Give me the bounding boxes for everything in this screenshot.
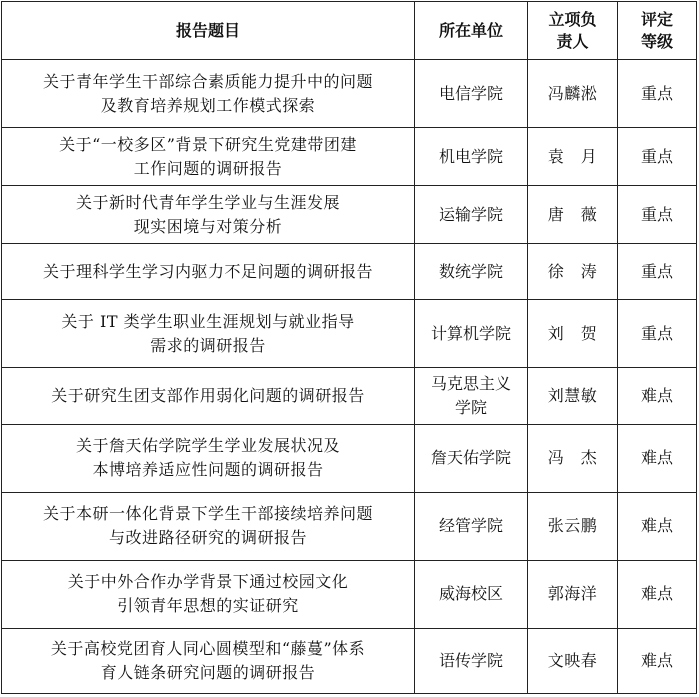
- cell-topic: [2, 186, 415, 244]
- table-row: [2, 424, 697, 492]
- topic-line: 本博培养适应性问题的调研报告: [92, 460, 324, 480]
- topic-line: 育人链条研究问题的调研报告: [100, 662, 316, 682]
- topic-line: 引领青年思想的实证研究: [117, 596, 299, 616]
- table-row: [2, 492, 697, 560]
- table-row: [2, 368, 697, 424]
- topic-line: 关于研究生团支部作用弱化问题的调研报告: [51, 385, 365, 405]
- topic-line: 关于高校党团育人同心圆模型和“藤蔓”体系: [50, 638, 366, 658]
- cell-leader: 刘 贺: [528, 300, 618, 368]
- topic-line: 关于本研一体化背景下学生干部接续培养问题: [42, 504, 373, 524]
- cell-topic: [2, 60, 415, 128]
- cell-unit: [415, 128, 528, 186]
- table-row: [2, 186, 697, 244]
- table-row: [2, 60, 697, 128]
- cell-unit: [415, 424, 528, 492]
- cell-level: [618, 128, 697, 186]
- table-row: [2, 128, 697, 186]
- unit-line: 数统学院: [438, 261, 503, 281]
- table-row: [2, 244, 697, 300]
- level-badge: 重点: [640, 146, 673, 166]
- level-badge: 重点: [640, 323, 673, 343]
- topic-line: 关于 IT 类学生职业生涯规划与就业指导: [61, 311, 355, 331]
- cell-topic: [2, 628, 415, 693]
- cell-unit: [415, 628, 528, 693]
- topic-line: 工作问题的调研报告: [133, 158, 283, 178]
- unit-line: 学院: [454, 397, 487, 417]
- header-unit: 所在单位: [415, 2, 528, 60]
- table-row: [2, 628, 697, 693]
- topic-line: 关于詹天佑学院学生学业发展状况及: [75, 436, 340, 456]
- unit-line: 机电学院: [438, 146, 503, 166]
- level-badge: 重点: [640, 83, 673, 103]
- cell-leader: 袁 月: [528, 128, 618, 186]
- table-row: [2, 560, 697, 628]
- cell-leader: 徐 涛: [528, 244, 618, 300]
- cell-unit: [415, 560, 528, 628]
- cell-level: [618, 424, 697, 492]
- cell-unit: [415, 492, 528, 560]
- cell-topic: [2, 300, 415, 368]
- header-row: [2, 2, 697, 60]
- cell-level: [618, 628, 697, 693]
- cell-topic: [2, 560, 415, 628]
- unit-line: 经管学院: [438, 516, 503, 536]
- topic-line: 关于“一校多区”背景下研究生党建带团建: [59, 134, 357, 154]
- header-level: 评定 等级: [618, 2, 697, 60]
- topic-line: 现实困境与对策分析: [133, 216, 283, 236]
- level-badge: 难点: [640, 650, 673, 670]
- level-badge: 难点: [640, 448, 673, 468]
- topic-line: 关于新时代青年学生学业与生涯发展: [75, 192, 340, 212]
- cell-level: [618, 560, 697, 628]
- cell-unit: [415, 186, 528, 244]
- cell-leader: 郭海洋: [528, 560, 618, 628]
- unit-line: 计算机学院: [430, 323, 511, 343]
- cell-leader: 冯 杰: [528, 424, 618, 492]
- cell-topic: [2, 128, 415, 186]
- level-badge: 难点: [640, 516, 673, 536]
- cell-unit: [415, 60, 528, 128]
- unit-line: 詹天佑学院: [430, 448, 511, 468]
- unit-line: 威海校区: [438, 584, 503, 604]
- cell-topic: [2, 492, 415, 560]
- level-badge: 重点: [640, 204, 673, 224]
- level-badge: 难点: [640, 584, 673, 604]
- cell-leader: 冯麟淞: [528, 60, 618, 128]
- topic-line: 关于中外合作办学背景下通过校园文化: [67, 572, 349, 592]
- cell-level: [618, 300, 697, 368]
- cell-level: [618, 368, 697, 424]
- cell-leader: 刘慧敏: [528, 368, 618, 424]
- header-topic: 报告题目: [2, 2, 415, 60]
- cell-leader: 张云鹏: [528, 492, 618, 560]
- cell-topic: [2, 424, 415, 492]
- cell-level: [618, 244, 697, 300]
- cell-level: [618, 60, 697, 128]
- topic-line: 需求的调研报告: [150, 335, 266, 355]
- topic-line: 关于青年学生干部综合素质能力提升中的问题: [42, 71, 373, 91]
- table-row: [2, 300, 697, 368]
- unit-line: 马克思主义: [430, 373, 511, 393]
- level-badge: 难点: [640, 385, 673, 405]
- cell-unit: [415, 368, 528, 424]
- header-leader: 立项负 责人: [528, 2, 618, 60]
- cell-leader: 唐 薇: [528, 186, 618, 244]
- cell-leader: 文映春: [528, 628, 618, 693]
- unit-line: 语传学院: [438, 650, 503, 670]
- cell-unit: [415, 244, 528, 300]
- cell-level: [618, 492, 697, 560]
- unit-line: 运输学院: [438, 204, 503, 224]
- cell-unit: [415, 300, 528, 368]
- topic-line: 关于理科学生学习内驱力不足问题的调研报告: [42, 261, 373, 281]
- cell-topic: [2, 244, 415, 300]
- level-badge: 重点: [640, 261, 673, 281]
- cell-level: [618, 186, 697, 244]
- topic-line: 与改进路径研究的调研报告: [108, 528, 307, 548]
- cell-topic: [2, 368, 415, 424]
- unit-line: 电信学院: [438, 83, 503, 103]
- report-table: [1, 1, 697, 694]
- topic-line: 及教育培养规划工作模式探索: [100, 95, 316, 115]
